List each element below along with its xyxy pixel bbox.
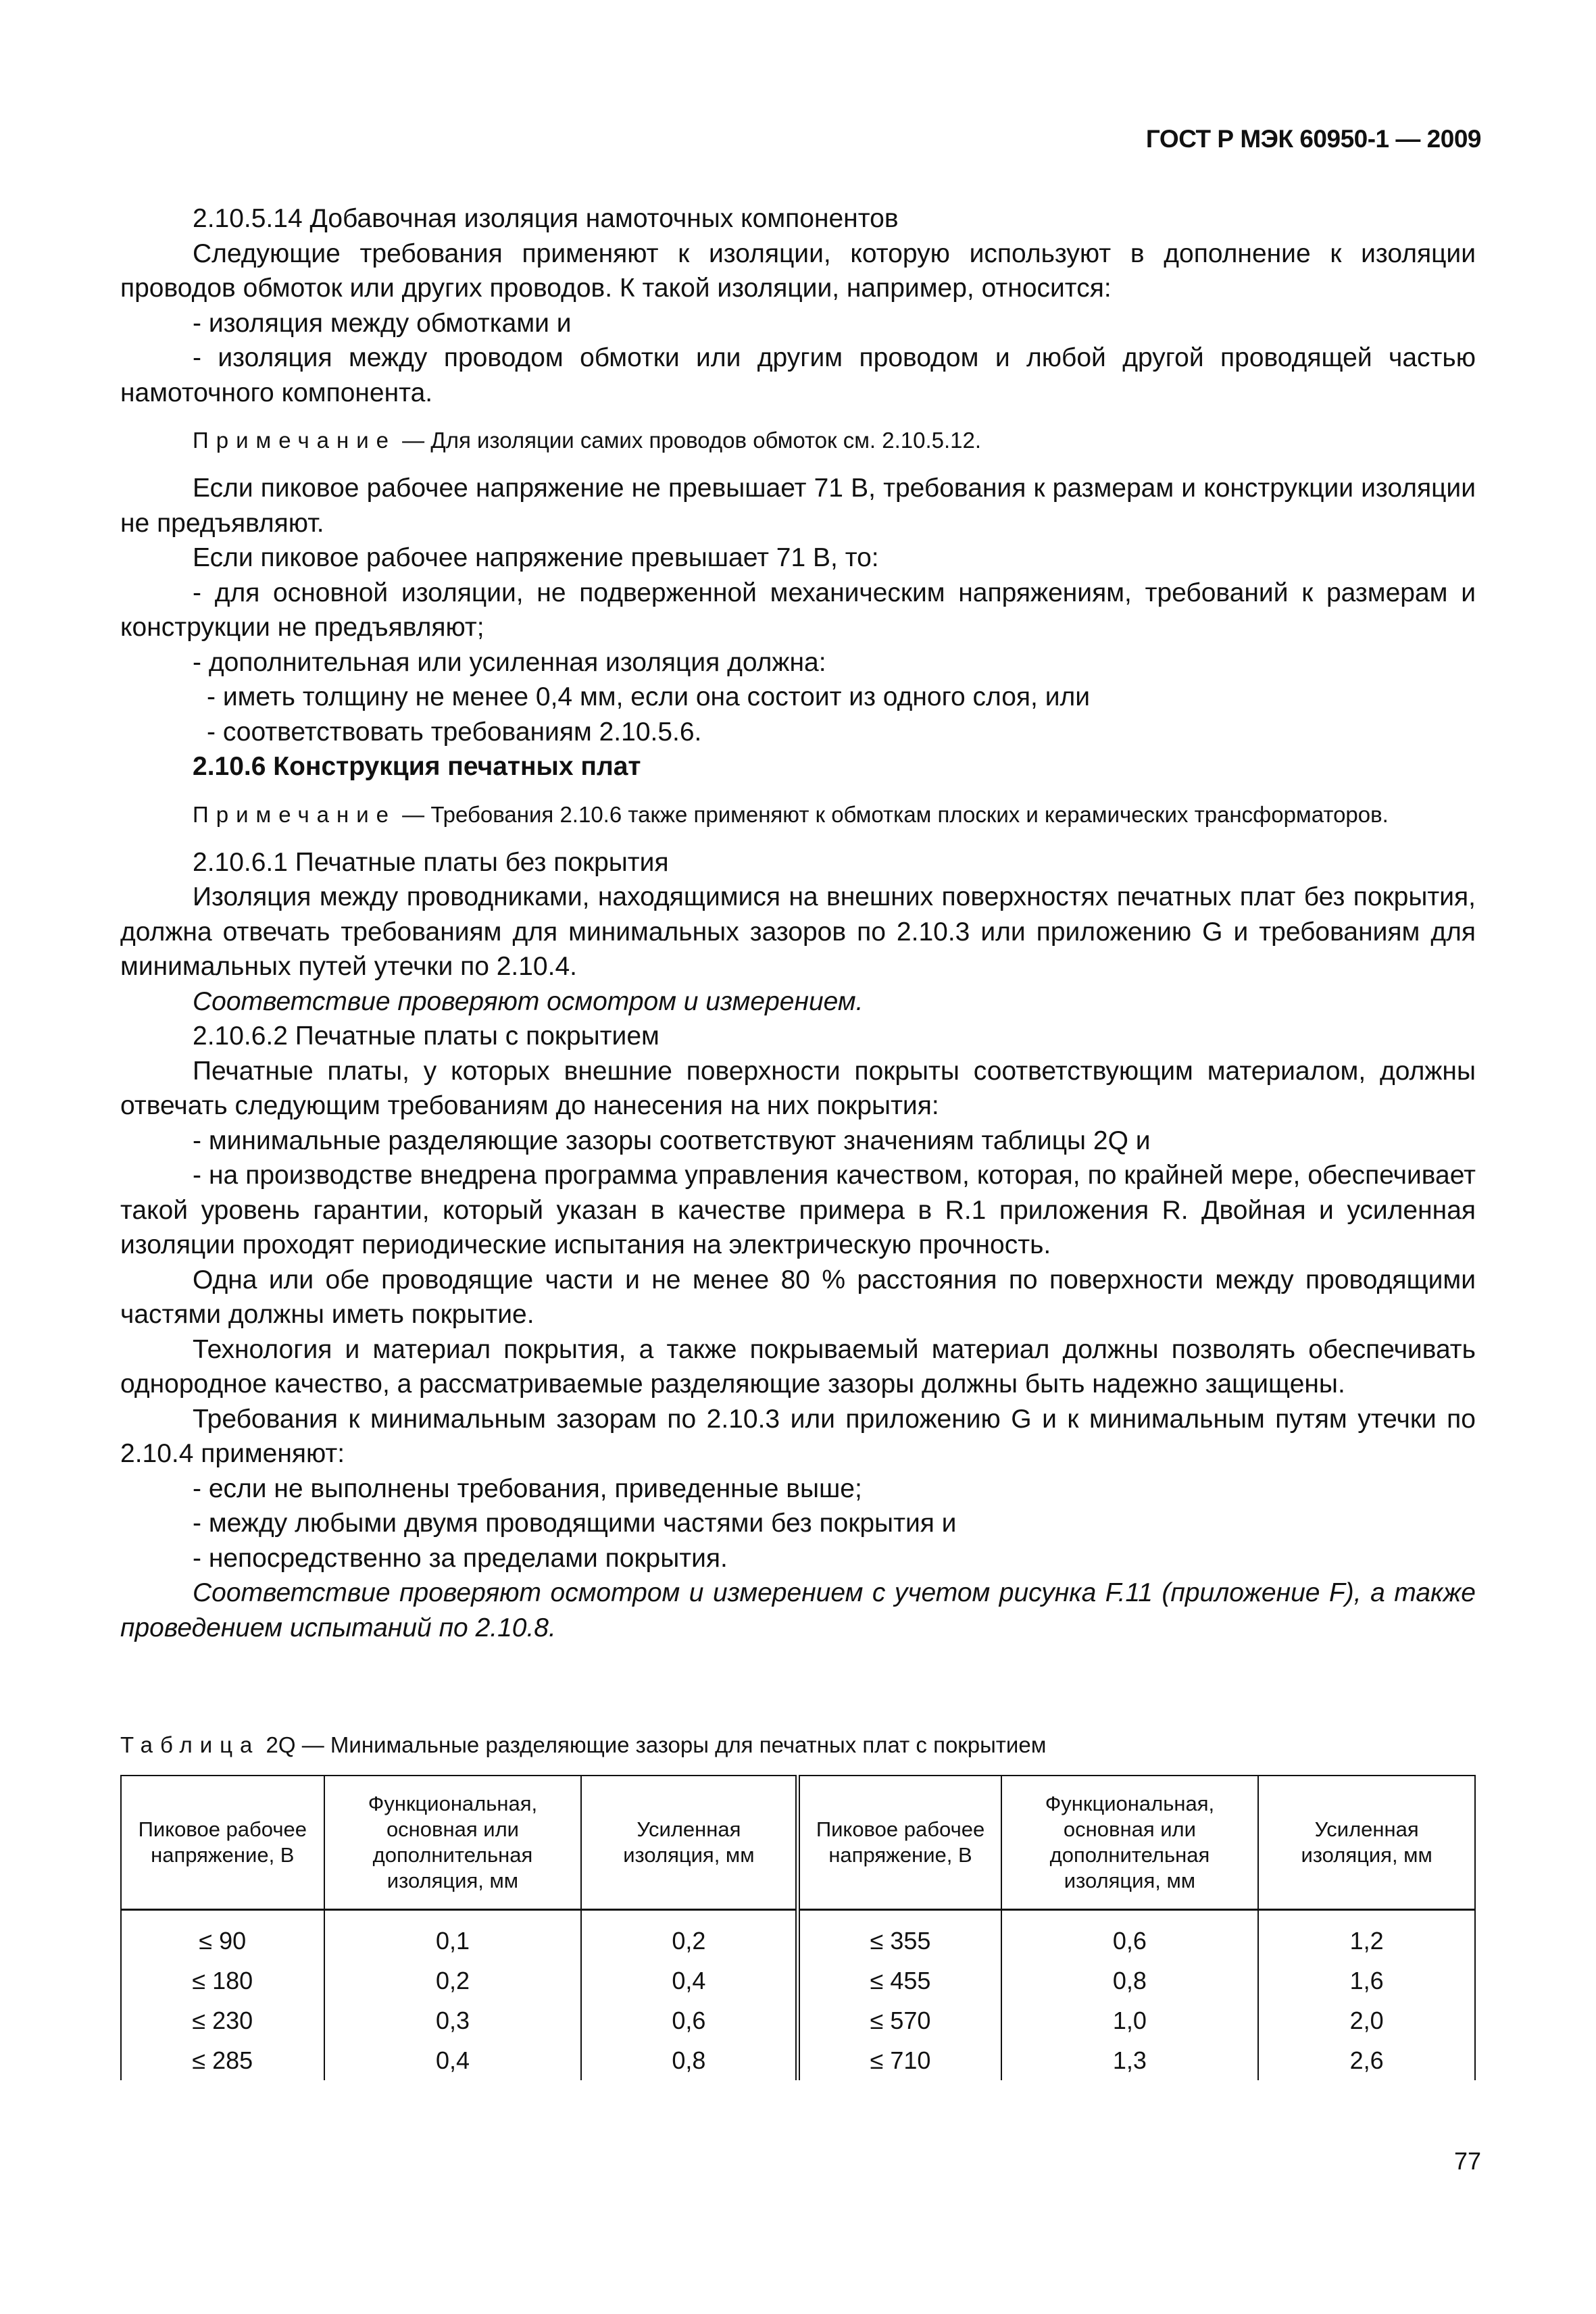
body-text (120, 201, 1476, 1645)
table-cell: ≤ 710 (798, 2040, 1001, 2080)
paragraph: Технология и материал покрытия, а также покрываемый материал должны позволять обеспечивать однородное качество, а рассматриваемые разделяющие зазоры должны быть надежно защищены. (120, 1334, 1476, 1399)
paragraph: Изоляция между проводниками, находящимися на внешних поверхностях печатных плат без покрытия, должна отвечать требованиям для минимальных зазоров по 2.10.3 или приложению G и требованиям для минимальных путей утечки по 2.10.4. (120, 882, 1476, 981)
paragraph: Печатные платы, у которых внешние поверхности покрыты соответствующим материалом, должны отвечать следующим требованиям до нанесения на них покрытия: (120, 1056, 1476, 1120)
clearance-table (120, 1775, 1476, 2080)
table-cell: 1,0 (1001, 2001, 1259, 2040)
list-item: - непосредственно за пределами покрытия. (193, 1543, 728, 1573)
table-cell: ≤ 230 (121, 2001, 324, 2040)
column-header: Усиленная изоляция, мм (1258, 1776, 1475, 1910)
column-header: Функциональная, основная или дополнительная изоляция, мм (324, 1776, 582, 1910)
table-cell: 0,6 (581, 2001, 798, 2040)
column-header: Усиленная изоляция, мм (581, 1776, 798, 1910)
note-text: — Требования 2.10.6 также применяют к обмоткам плоских и керамических трансформаторов. (396, 801, 1389, 827)
table-caption (120, 1732, 1046, 1758)
table-cell: 0,3 (324, 2001, 582, 2040)
list-item: - для основной изоляции, не подверженной механическим напряжениям, требований к размерам и конструкции не предъявляют; (120, 578, 1476, 642)
list-item: - изоляция между обмотками и (193, 308, 572, 338)
table-cell: ≤ 90 (121, 1910, 324, 1961)
table-cell: 0,8 (1001, 1961, 1259, 2001)
section-title: 2.10.6.1 Печатные платы без покрытия (193, 847, 669, 877)
list-item: - на производстве внедрена программа управления качеством, которая, по крайней мере, обеспечивает такой уровень гарантии, который указан в качестве примера в R.1 приложения R. Двойная и усиленная изоляции проходят периодические испытания на электрическую прочность. (120, 1161, 1476, 1259)
table-row (121, 1910, 1475, 1961)
paragraph: Если пиковое рабочее напряжение превышает 71 В, то: (193, 543, 879, 572)
compliance-statement: Соответствие проверяют осмотром и измерением с учетом рисунка F.11 (приложение F), а также проведением испытаний по 2.10.8. (120, 1578, 1476, 1642)
note (120, 799, 1476, 830)
list-item: - дополнительная или усиленная изоляция должна: (193, 647, 826, 677)
paragraph: Если пиковое рабочее напряжение не превышает 71 В, требования к размерам и конструкции изоляции не предъявляют. (120, 474, 1476, 538)
table-cell: 0,8 (581, 2040, 798, 2080)
list-item: - иметь толщину не менее 0,4 мм, если она состоит из одного слоя, или (207, 682, 1091, 711)
table-cell: 1,3 (1001, 2040, 1259, 2080)
table-cell: 0,1 (324, 1910, 582, 1961)
table-row (121, 2001, 1475, 2040)
note-text: — Для изоляции самих проводов обмоток см. 2.10.5.12. (396, 428, 982, 453)
page-number: 77 (1453, 2147, 1481, 2175)
table-cell: ≤ 455 (798, 1961, 1001, 2001)
table-row (121, 1961, 1475, 2001)
compliance-statement: Соответствие проверяют осмотром и измерением. (193, 986, 864, 1016)
document-header: ГОСТ Р МЭК 60950-1 — 2009 (1145, 125, 1481, 153)
section-title: 2.10.5.14 Добавочная изоляция намоточных компонентов (193, 204, 899, 233)
column-header: Функциональная, основная или дополнительная изоляция, мм (1001, 1776, 1259, 1910)
list-item: - между любыми двумя проводящими частями без покрытия и (193, 1509, 957, 1538)
table-cell: 0,4 (324, 2040, 582, 2080)
table-cell: ≤ 285 (121, 2040, 324, 2080)
note (120, 425, 1476, 456)
list-item: - соответствовать требованиям 2.10.5.6. (207, 717, 702, 747)
table-cell: ≤ 180 (121, 1961, 324, 2001)
table-cell: 1,6 (1258, 1961, 1475, 2001)
list-item: - если не выполнены требования, приведенные выше; (193, 1474, 862, 1503)
table-cell: 2,6 (1258, 2040, 1475, 2080)
table-row (121, 2040, 1475, 2080)
table-header-row (121, 1776, 1475, 1910)
table-cell: 0,6 (1001, 1910, 1259, 1961)
list-item: - изоляция между проводом обмотки или другим проводом и любой другой проводящей частью намоточного компонента. (120, 343, 1476, 407)
table-cell: 0,4 (581, 1961, 798, 2001)
section-title: 2.10.6.2 Печатные платы с покрытием (193, 1022, 659, 1051)
paragraph: Следующие требования применяют к изоляции, которую используют в дополнение к изоляции проводов обмоток или других проводов. К такой изоляции, например, относится: (120, 238, 1476, 303)
note-label: Примечание (193, 801, 397, 827)
table-cell: 0,2 (324, 1961, 582, 2001)
paragraph: Одна или обе проводящие части и не менее 80 % расстояния по поверхности между проводящими частями должны иметь покрытие. (120, 1265, 1476, 1329)
table-cell: 0,2 (581, 1910, 798, 1961)
column-header: Пиковое рабочее напряжение, В (121, 1776, 324, 1910)
table-caption-text: 2Q — Минимальные разделяющие зазоры для печатных плат с покрытием (259, 1732, 1047, 1757)
paragraph: Требования к минимальным зазорам по 2.10.3 или приложению G и к минимальным путям утечки по 2.10.4 применяют: (120, 1404, 1476, 1468)
table-cell: ≤ 570 (798, 2001, 1001, 2040)
column-header: Пиковое рабочее напряжение, В (798, 1776, 1001, 1910)
list-item: - минимальные разделяющие зазоры соответствуют значениям таблицы 2Q и (193, 1126, 1151, 1155)
note-label: Примечание (193, 428, 397, 453)
table-cell: ≤ 355 (798, 1910, 1001, 1961)
section-heading: 2.10.6 Конструкция печатных плат (193, 752, 641, 781)
table-cell: 2,0 (1258, 2001, 1475, 2040)
table-cell: 1,2 (1258, 1910, 1475, 1961)
table-caption-label: Таблица (120, 1732, 260, 1757)
